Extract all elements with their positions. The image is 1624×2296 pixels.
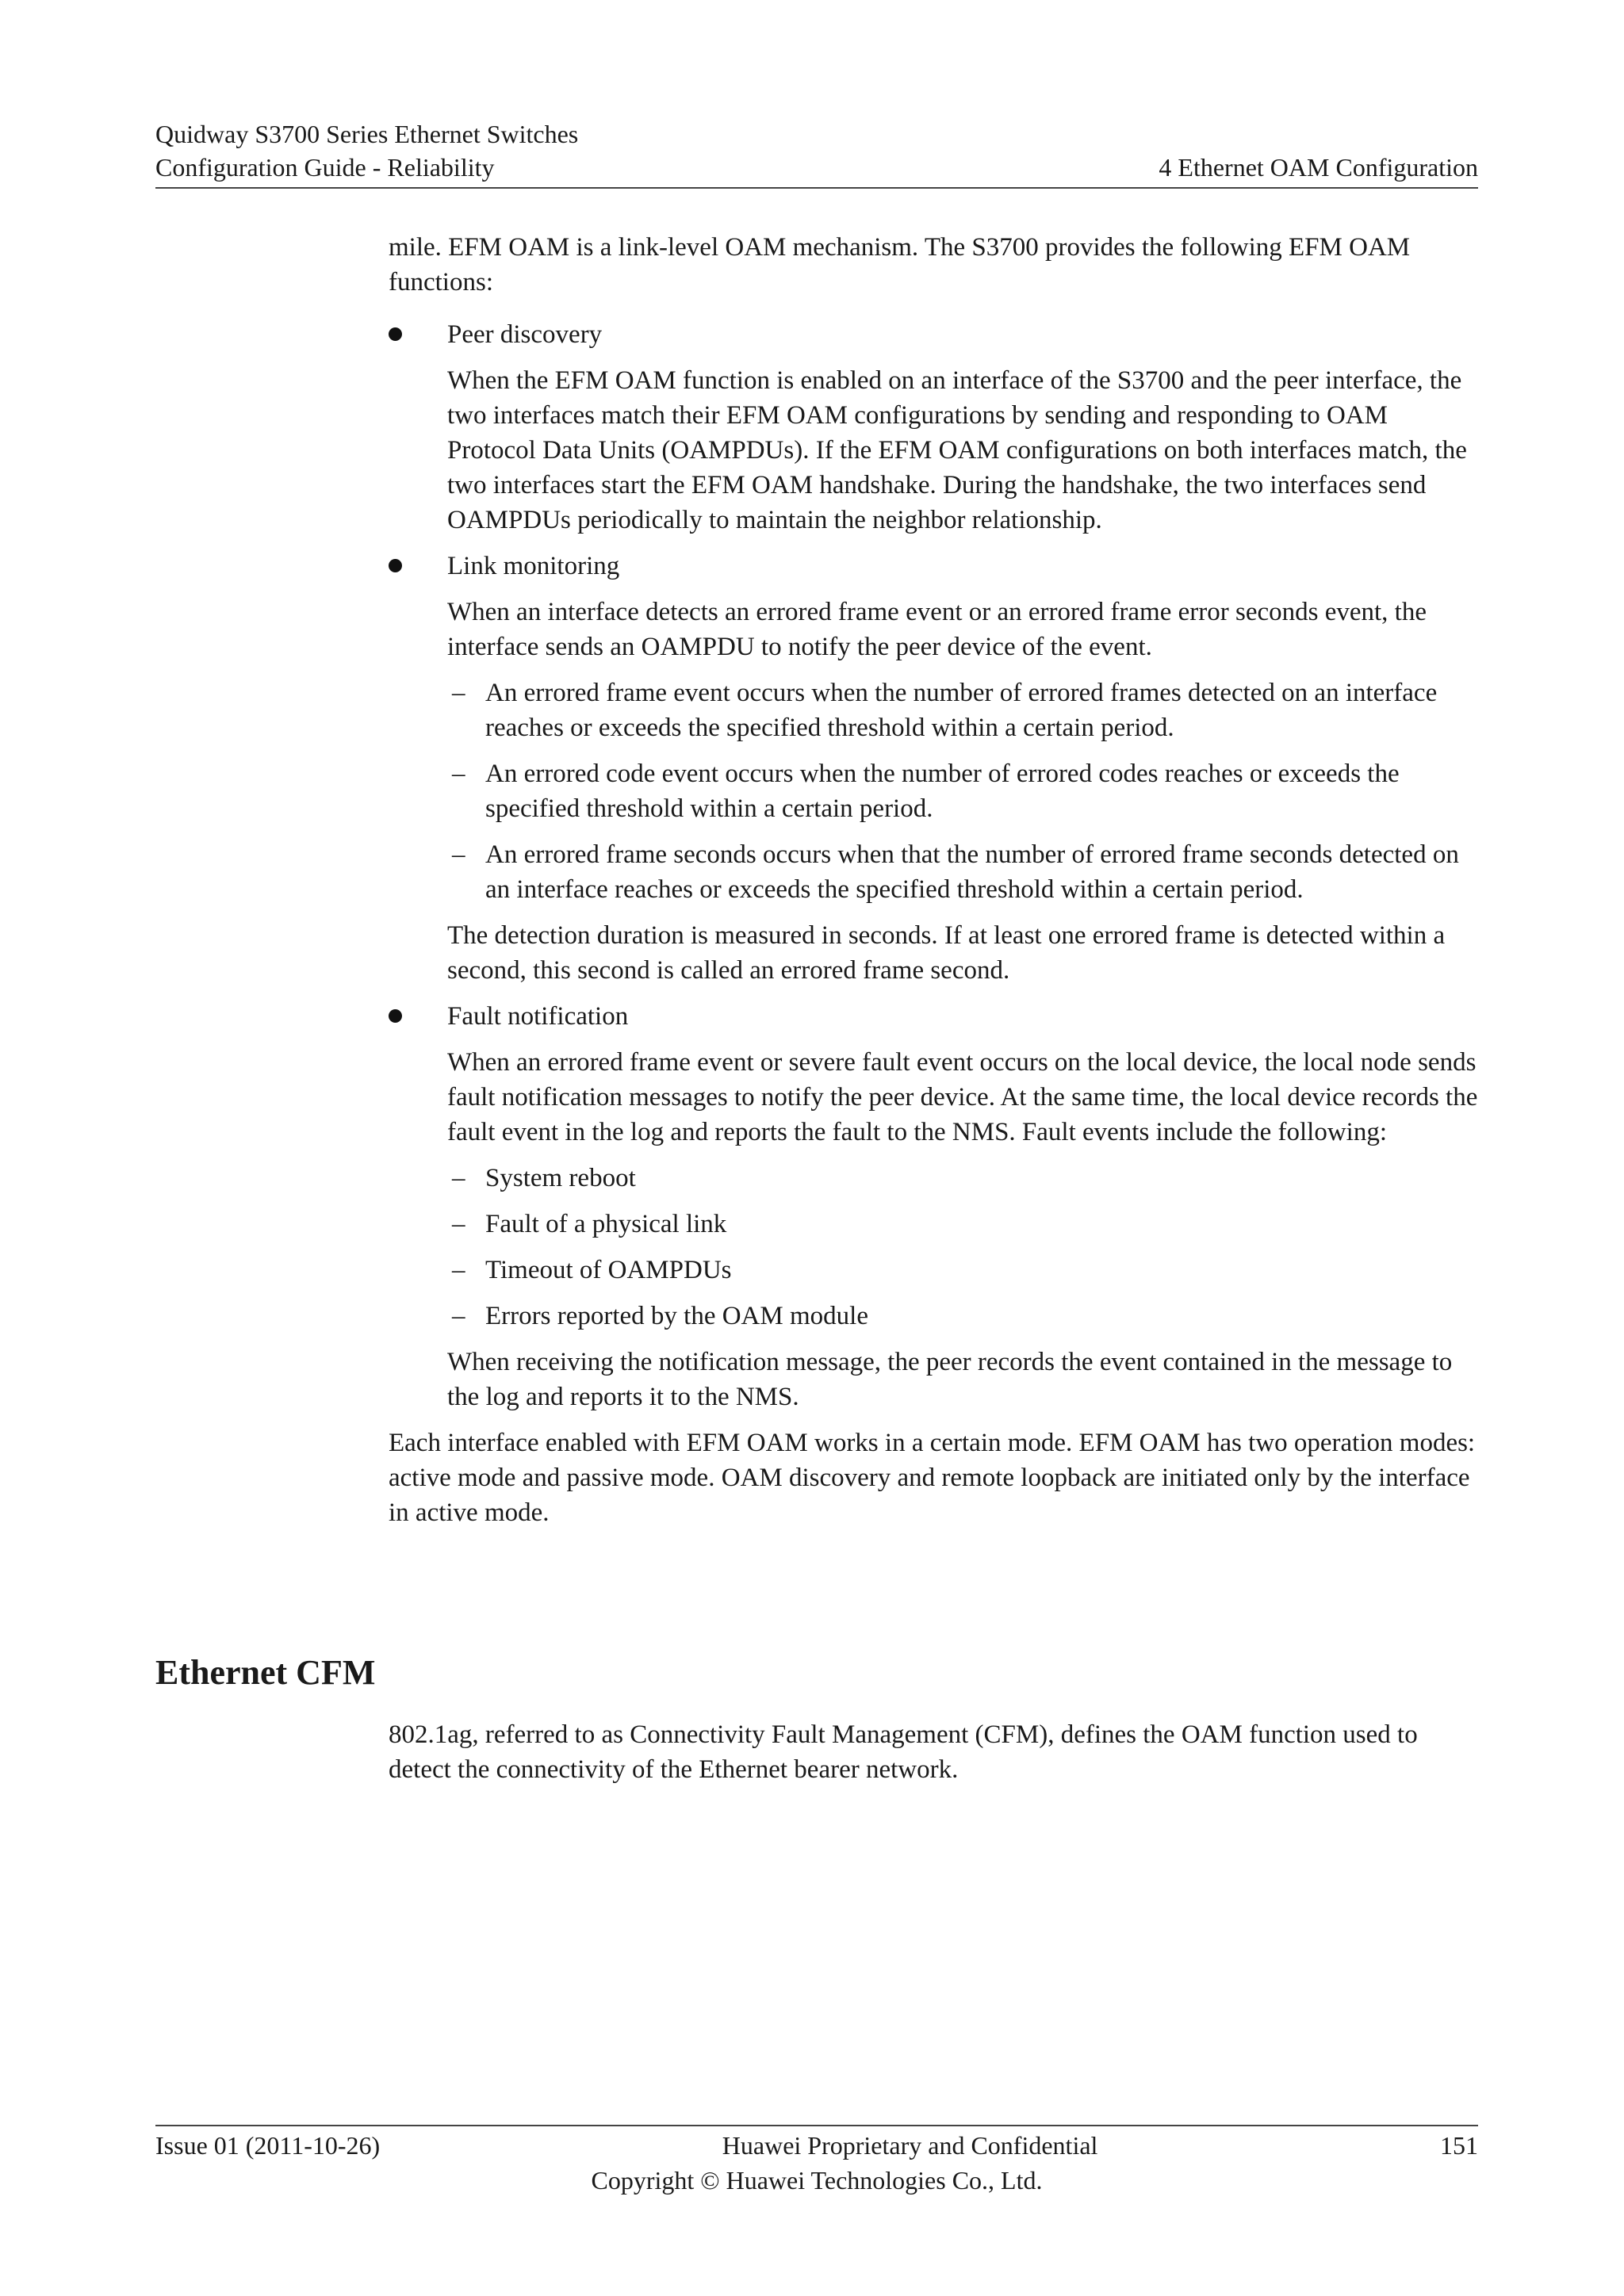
sub-item-text: Timeout of OAMPDUs bbox=[485, 1256, 732, 1284]
header-guide-title: Configuration Guide - Reliability bbox=[155, 153, 495, 182]
bullet-peer-discovery bbox=[389, 317, 1478, 538]
intro-paragraph: mile. EFM OAM is a link-level OAM mechanism. The S3700 provides the following EFM OAM functions: bbox=[389, 233, 1411, 297]
footer-copyright: Copyright © Huawei Technologies Co., Ltd. bbox=[591, 2166, 1043, 2195]
sub-item-text: An errored code event occurs when the number of errored codes reaches or exceeds the specified threshold within a certain period. bbox=[485, 760, 1400, 823]
dash-mark: – bbox=[452, 840, 465, 869]
footer-page-number: 151 bbox=[1440, 2131, 1478, 2160]
sub-item bbox=[447, 1299, 1478, 1334]
dash-mark: – bbox=[452, 1210, 465, 1238]
bullet-paragraph: When the EFM OAM function is enabled on an interface of the S3700 and the peer interface, the two interfaces match their EFM OAM configurations by sending and responding to OAM Protocol Data Units (OAMPDUs). If the EFM OAM configurations on both interfaces match, the two interfaces start the EFM OAM handshake. During the handshake, the two interfaces send OAMPDUs periodically to maintain the neighbor relationship. bbox=[447, 366, 1467, 534]
dash-mark: – bbox=[452, 1256, 465, 1284]
sub-item-text: Errors reported by the OAM module bbox=[485, 1302, 868, 1330]
bullet-paragraph: When an interface detects an errored frame event or an errored frame error seconds event, the interface sends an OAMPDU to notify the peer device of the event. bbox=[447, 598, 1427, 661]
sub-item bbox=[447, 756, 1478, 826]
sub-item-text: Fault of a physical link bbox=[485, 1210, 727, 1238]
footer-issue: Issue 01 (2011-10-26) bbox=[155, 2131, 381, 2160]
page-header bbox=[155, 117, 1478, 189]
header-product-title: Quidway S3700 Series Ethernet Switches bbox=[155, 120, 579, 148]
sub-item bbox=[447, 837, 1478, 907]
bullet-title: Peer discovery bbox=[447, 320, 603, 349]
sub-item-text: An errored frame event occurs when the number of errored frames detected on an interface reaches or exceeds the specified threshold within a certain period. bbox=[485, 679, 1438, 742]
bullet-dot-icon bbox=[389, 1009, 402, 1023]
footer-confidential: Huawei Proprietary and Confidential bbox=[722, 2131, 1098, 2160]
bullet-fault-notification bbox=[389, 999, 1478, 1414]
bullet-paragraph: When an errored frame event or severe fault event occurs on the local device, the local node sends fault notification messages to notify the peer device. At the same time, the local device records the fault event in the log and reports the fault to the NMS. Fault events include the following: bbox=[447, 1048, 1478, 1146]
sub-item bbox=[447, 1253, 1478, 1288]
main-content bbox=[389, 230, 1478, 1530]
page-footer bbox=[155, 2125, 1478, 2198]
header-row bbox=[155, 151, 1478, 184]
bullet-dot-icon bbox=[389, 559, 402, 572]
bullet-dot-icon bbox=[389, 327, 402, 341]
dash-mark: – bbox=[452, 1302, 465, 1330]
sub-item-text: System reboot bbox=[485, 1164, 636, 1192]
dash-mark: – bbox=[452, 679, 465, 707]
bullet-after-paragraph: When receiving the notification message, the peer records the event contained in the message to the log and reports it to the NMS. bbox=[447, 1348, 1453, 1411]
footer-row bbox=[155, 2128, 1478, 2163]
section-body-paragraph: 802.1ag, referred to as Connectivity Fault Management (CFM), defines the OAM function used to detect the connectivity of the Ethernet bearer network. bbox=[389, 1720, 1418, 1784]
bullet-title: Link monitoring bbox=[447, 552, 620, 580]
dash-mark: – bbox=[452, 760, 465, 788]
bullet-title: Fault notification bbox=[447, 1002, 629, 1031]
header-chapter-title: 4 Ethernet OAM Configuration bbox=[1159, 153, 1478, 182]
closing-paragraph: Each interface enabled with EFM OAM works in a certain mode. EFM OAM has two operation modes: active mode and passive mode. OAM discovery and remote loopback are initiated only by the interface in active mode. bbox=[389, 1429, 1476, 1527]
sub-item bbox=[447, 675, 1478, 745]
sub-item bbox=[447, 1207, 1478, 1242]
sub-item-text: An errored frame seconds occurs when that the number of errored frame seconds detected on an interface reaches or exceeds the specified threshold within a certain period. bbox=[485, 840, 1459, 904]
sub-item bbox=[447, 1161, 1478, 1196]
bullet-link-monitoring bbox=[389, 549, 1478, 988]
dash-mark: – bbox=[452, 1164, 465, 1192]
bullet-after-paragraph: The detection duration is measured in seconds. If at least one errored frame is detected within a second, this second is called an errored frame second. bbox=[447, 921, 1446, 985]
section-heading: Ethernet CFM bbox=[155, 1653, 376, 1692]
